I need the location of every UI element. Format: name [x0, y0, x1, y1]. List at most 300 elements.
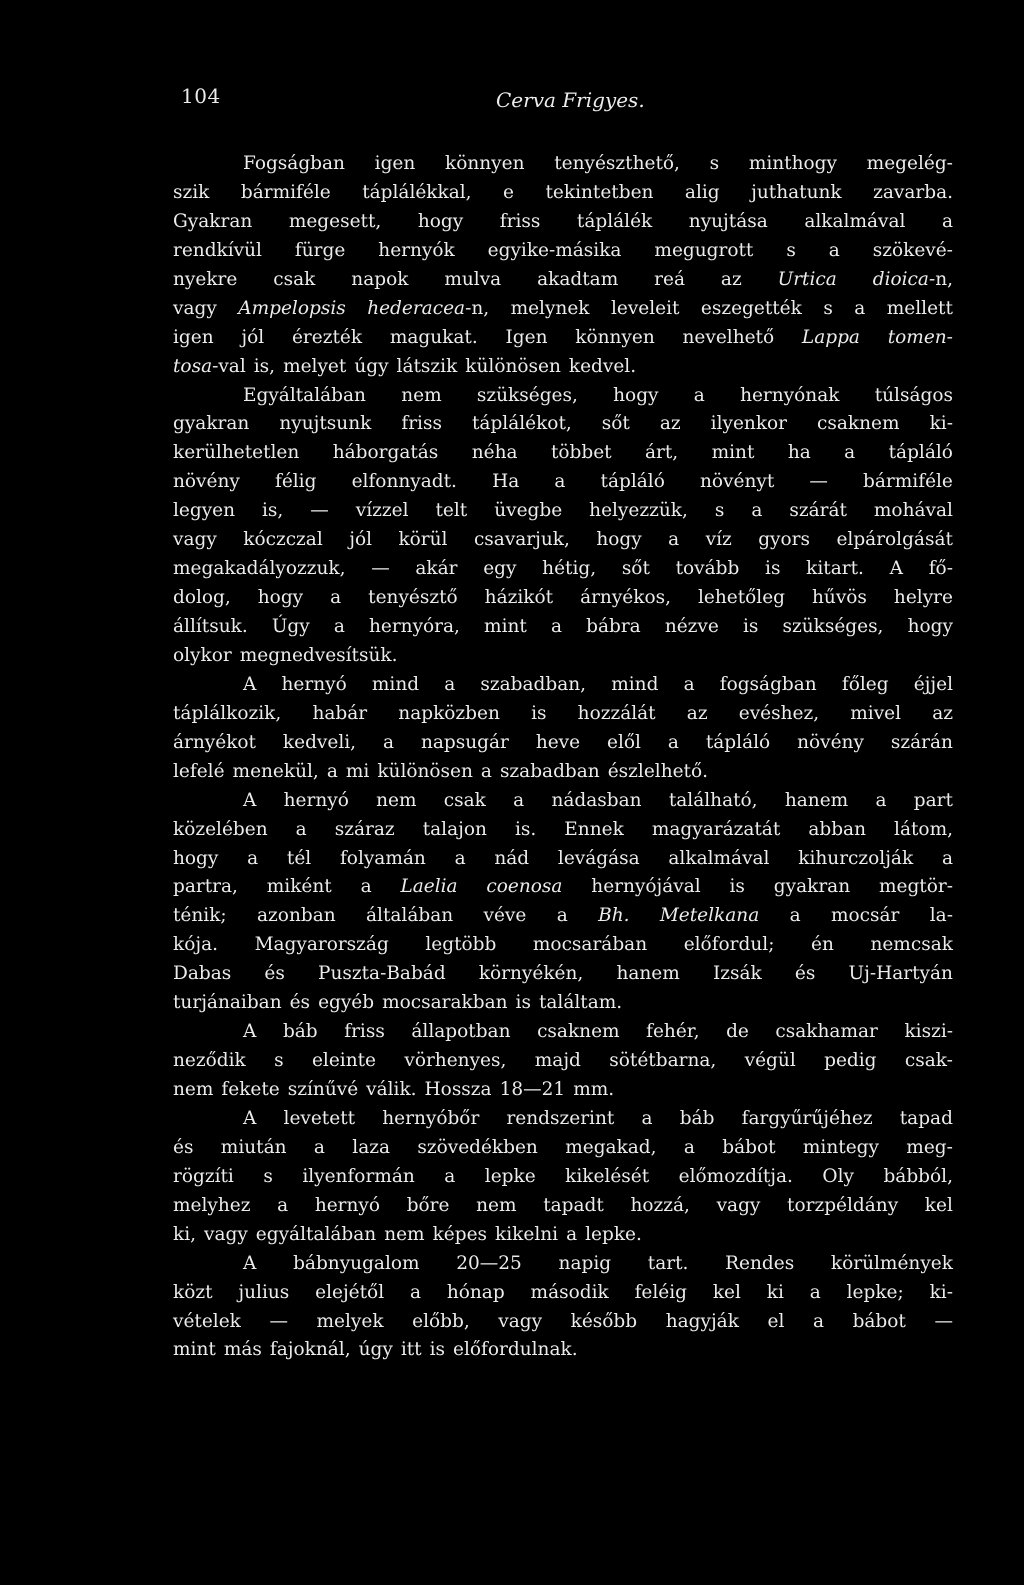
body-text	[173, 150, 953, 1365]
word: a	[247, 847, 259, 869]
word: mocsár	[830, 905, 900, 927]
word: bármiféle	[863, 471, 953, 493]
word: kedveli,	[282, 731, 357, 753]
word: nyujtsunk	[279, 413, 372, 435]
italic-term: hederacea	[367, 297, 466, 319]
word: elől	[607, 731, 641, 753]
word: Rendes	[725, 1252, 795, 1274]
word: fürge	[294, 239, 346, 261]
word: kikelését	[565, 1165, 650, 1187]
word: tápláló	[600, 471, 665, 493]
word: fekete	[221, 1079, 280, 1100]
word: ha	[787, 442, 811, 464]
word: tart.	[647, 1252, 689, 1274]
word: megugrott	[654, 239, 754, 261]
word: növény	[173, 471, 240, 493]
text-line	[173, 295, 953, 324]
word: elpárolgását	[836, 529, 953, 551]
word: előbb,	[412, 1310, 470, 1332]
word: la-	[929, 905, 953, 927]
text-line	[173, 555, 953, 584]
word: száraz	[334, 818, 395, 840]
word: csaknem	[537, 1021, 620, 1043]
word: ki-	[929, 1281, 953, 1303]
word: a	[751, 500, 763, 522]
word: fő-	[928, 558, 953, 580]
word: laza	[352, 1136, 391, 1158]
italic-term: Urtica	[777, 268, 837, 290]
word: és	[264, 963, 285, 985]
text-line	[173, 1047, 953, 1076]
word: s	[709, 153, 720, 174]
word: báb	[679, 1107, 715, 1129]
word: szik	[173, 181, 210, 203]
word: kóczczal	[243, 529, 323, 551]
word: árnyékos,	[580, 587, 671, 609]
word: olykor	[173, 644, 232, 666]
word: háborgatás	[332, 442, 439, 464]
text-line	[173, 1336, 953, 1365]
word: alkalmával	[804, 210, 906, 232]
word: a	[295, 818, 307, 840]
word: mind	[611, 673, 659, 695]
word: bábot	[852, 1310, 906, 1332]
word: a	[550, 616, 562, 637]
word: második	[530, 1281, 609, 1303]
word: szövedékben	[417, 1136, 538, 1158]
word: csaknem	[817, 413, 900, 435]
word: is	[742, 616, 759, 637]
word: tapad	[899, 1107, 953, 1129]
word: mocsarában	[532, 934, 648, 956]
word: előmozdítja.	[678, 1165, 793, 1187]
word: miként	[266, 876, 332, 898]
word: az	[686, 702, 708, 724]
word: csak	[273, 268, 316, 290]
text-line	[173, 468, 953, 497]
word: egyáltalában	[255, 1223, 377, 1245]
word: az	[659, 413, 681, 435]
word: könnyen	[445, 153, 525, 174]
text-line	[173, 526, 953, 555]
text-line	[173, 237, 953, 266]
word: 20—25	[456, 1252, 522, 1274]
word: közt	[173, 1281, 213, 1303]
word: fajoknál,	[269, 1339, 351, 1361]
text-line	[173, 1279, 953, 1308]
text-line	[173, 758, 953, 787]
word: levetett	[283, 1107, 356, 1129]
word: legyen	[173, 500, 236, 522]
word: állapotban	[411, 1021, 511, 1043]
word: Oly	[822, 1165, 854, 1187]
word: mind	[371, 673, 420, 695]
word: a	[812, 1310, 824, 1332]
word: szükséges,	[476, 384, 578, 406]
word: hernyójával	[591, 876, 701, 898]
word: vörhenyes,	[404, 1050, 507, 1072]
word: mint	[711, 442, 755, 464]
word: friss	[401, 413, 442, 435]
word: —	[371, 558, 390, 580]
word: más	[223, 1339, 262, 1361]
word: elfonnyadt.	[351, 471, 457, 493]
text-line	[173, 816, 953, 845]
word: is	[729, 876, 745, 898]
word: legtöbb	[425, 934, 497, 956]
word: körülmények	[830, 1252, 953, 1274]
word: alig	[684, 181, 720, 203]
text-line	[173, 266, 953, 295]
italic-term: tosa	[173, 355, 213, 377]
word: éjjel	[913, 673, 953, 695]
text-line	[173, 208, 953, 237]
word: a	[941, 210, 953, 232]
italic-term: Bh.	[598, 905, 630, 927]
running-head: Cerva Frigyes.	[496, 88, 645, 112]
word: csavarjuk,	[473, 529, 570, 551]
word	[598, 902, 629, 931]
word: mellett	[886, 297, 953, 319]
word: helyre	[893, 587, 953, 609]
italic-term: Ampelopsis	[238, 297, 346, 319]
word: a	[789, 905, 801, 927]
word: vagy	[498, 1310, 543, 1332]
word: táplálék	[576, 210, 653, 232]
word: a	[277, 1194, 289, 1216]
word: képes	[432, 1223, 488, 1245]
word: szökevé-	[872, 239, 953, 261]
word: a	[828, 239, 840, 261]
word: nádasban	[551, 789, 642, 811]
word: a	[409, 1281, 421, 1303]
word: a	[454, 847, 466, 869]
word: —	[934, 1310, 953, 1332]
word: túlságos	[874, 384, 953, 406]
word: úgy	[358, 1339, 393, 1361]
word: hozzá,	[630, 1194, 690, 1216]
text-line	[173, 1134, 953, 1163]
word: hernyók	[378, 239, 455, 261]
text-line	[173, 179, 953, 208]
word: a	[809, 1281, 821, 1303]
word: tenyészthető,	[554, 153, 680, 174]
word: néha	[471, 442, 518, 464]
word: a	[693, 384, 705, 406]
word: Izsák	[712, 963, 762, 985]
word: kel	[712, 1281, 741, 1303]
word: megelég-	[866, 153, 953, 174]
word: —	[310, 500, 329, 522]
italic-term: Lappa	[801, 326, 860, 348]
word: állítsuk.	[173, 616, 248, 637]
word: kedvel.	[568, 355, 637, 377]
word: csakhamar	[775, 1021, 878, 1043]
word: hogy	[257, 587, 304, 609]
word: 18—21	[499, 1079, 566, 1100]
word: hónap	[446, 1281, 505, 1303]
text-line	[173, 324, 953, 353]
word: igen	[374, 153, 416, 174]
word: látszik	[396, 355, 458, 377]
word: általában	[366, 905, 454, 927]
word: mm.	[573, 1079, 615, 1100]
word: és	[173, 1136, 194, 1158]
word	[778, 266, 837, 295]
word: félig	[274, 471, 317, 493]
word: a	[444, 1165, 456, 1187]
word: de	[726, 1021, 749, 1043]
text-line	[173, 1308, 953, 1337]
word: egyike-másika	[487, 239, 622, 261]
word: hogy	[417, 210, 464, 232]
word: sőt	[621, 558, 650, 580]
word: különösen	[465, 355, 561, 377]
word: is	[531, 702, 547, 724]
word: mocsarakban	[382, 992, 508, 1014]
word: kiszi-	[904, 1021, 953, 1043]
word: —	[269, 1310, 288, 1332]
word: egyéb	[318, 992, 375, 1014]
word: A	[243, 1107, 257, 1129]
word: itt	[400, 1339, 422, 1361]
word: lepke	[484, 1165, 536, 1187]
word: fogságban	[719, 673, 817, 695]
word: el	[767, 1310, 785, 1332]
word: a	[554, 471, 566, 493]
text-line	[173, 1250, 953, 1279]
word: szabadban	[499, 760, 600, 782]
word: könnyen	[575, 326, 655, 348]
word: minthogy	[748, 153, 837, 174]
word: a	[513, 789, 525, 811]
word: melyhez	[173, 1194, 251, 1216]
word: s	[714, 500, 725, 522]
word: kitart.	[806, 558, 864, 580]
word: lehetőleg	[697, 587, 785, 609]
word: nemcsak	[870, 934, 953, 956]
word: ilyenformán	[302, 1165, 415, 1187]
word: a	[313, 1136, 325, 1158]
word: növényt	[700, 471, 775, 493]
text-line	[173, 410, 953, 439]
word: jól	[349, 529, 372, 551]
word: víz	[705, 529, 732, 551]
word	[486, 873, 562, 902]
word: friss	[499, 210, 541, 232]
text-line	[173, 1192, 953, 1221]
word: hogy	[907, 616, 953, 637]
word: előfordulnak.	[453, 1339, 578, 1361]
word: melynek	[510, 297, 590, 319]
word: fehér,	[646, 1021, 700, 1043]
word: mi	[345, 760, 370, 782]
text-line	[173, 902, 953, 931]
word: a	[668, 529, 680, 551]
word: később	[570, 1310, 638, 1332]
word: körül	[398, 529, 448, 551]
word: növény	[797, 731, 864, 753]
word: lepke.	[585, 1223, 642, 1245]
word: napig	[558, 1252, 612, 1274]
word: melyet	[283, 355, 347, 377]
word: megakadályozzuk,	[173, 558, 346, 580]
text-line	[173, 671, 953, 700]
word: főleg	[841, 673, 889, 695]
word: torzpéldány	[787, 1194, 899, 1216]
word: a	[326, 760, 338, 782]
word: telt	[435, 500, 468, 522]
word: s	[263, 1165, 273, 1187]
word: a	[360, 876, 372, 898]
word: gyakran	[173, 413, 250, 435]
word: a	[566, 1223, 578, 1245]
word: s	[786, 239, 796, 261]
word: A	[243, 673, 257, 695]
word: part	[913, 789, 953, 811]
text-line	[173, 931, 953, 960]
word: eleinte	[311, 1050, 376, 1072]
word: a	[683, 673, 695, 695]
word: tekintetben	[545, 181, 654, 203]
word: leveleit	[610, 297, 680, 319]
word: tenyésztő	[368, 587, 458, 609]
word: színűvé	[287, 1079, 359, 1100]
word: Magyarország	[254, 934, 389, 956]
word: miután	[220, 1136, 287, 1158]
word: A	[243, 789, 257, 811]
word: az	[720, 268, 742, 290]
word: talajon	[422, 818, 487, 840]
word: hernyóra,	[368, 616, 460, 637]
word: szabadban,	[480, 673, 587, 695]
word: nem	[476, 1194, 517, 1216]
word: én	[811, 934, 834, 956]
word: közelében	[173, 818, 268, 840]
word: hanem	[784, 789, 849, 811]
word: alkalmával	[668, 847, 770, 869]
word: hozzálát	[577, 702, 656, 724]
word: mint	[173, 1339, 216, 1361]
word: megesett,	[288, 210, 382, 232]
word: s	[823, 297, 833, 319]
word: neződik	[173, 1050, 246, 1072]
word: nyekre	[173, 268, 238, 290]
word: dioica-n,	[872, 268, 953, 290]
word: akadtam	[537, 268, 619, 290]
word: mintegy	[802, 1136, 879, 1158]
text-line	[173, 1163, 953, 1192]
word: hernyó	[281, 673, 347, 695]
word: is.	[514, 818, 537, 840]
word: szárán	[890, 731, 953, 753]
word: julius	[238, 1281, 290, 1303]
word: az	[932, 702, 953, 724]
word: mulva	[444, 268, 502, 290]
word: mint	[484, 616, 527, 637]
word: is,	[262, 500, 284, 522]
word: bábból,	[883, 1165, 953, 1187]
word: tosa-val	[173, 355, 246, 377]
word: igen	[173, 326, 214, 348]
word	[802, 324, 860, 353]
word: A	[243, 1021, 257, 1043]
word: hernyónak	[740, 384, 840, 406]
word: rögzíti	[173, 1165, 234, 1187]
page-number: 104	[181, 84, 221, 108]
word: és	[794, 963, 816, 985]
word: hűvös	[812, 587, 867, 609]
word: a	[854, 297, 866, 319]
text-line	[173, 150, 953, 179]
italic-term: Laelia	[400, 876, 458, 898]
word: jól	[241, 326, 265, 348]
word: nád	[494, 847, 530, 869]
word: partra,	[173, 876, 238, 898]
word: a	[382, 731, 395, 753]
word: nyujtása	[688, 210, 768, 232]
word: hanem	[616, 963, 680, 985]
word	[238, 295, 346, 324]
word: rendkívül	[173, 239, 262, 261]
word: azonban	[257, 905, 336, 927]
word: e	[503, 181, 514, 203]
word: véve	[483, 905, 527, 927]
word: a	[941, 847, 953, 869]
word: környékén,	[478, 963, 584, 985]
word: vagy	[716, 1194, 761, 1216]
word: is,	[253, 355, 276, 377]
word: táplálékot,	[471, 413, 572, 435]
word: is	[429, 1339, 446, 1361]
word: ilyenkor	[710, 413, 788, 435]
word: a	[333, 616, 345, 637]
word: ki	[766, 1281, 784, 1303]
italic-term: dioica	[872, 268, 929, 290]
word: Gyakran	[173, 210, 253, 232]
word: Fogságban	[243, 153, 345, 174]
word: turjánaiban	[173, 992, 282, 1014]
word: tél	[286, 847, 312, 869]
word: előfordul;	[683, 934, 775, 956]
word: tovább	[675, 558, 740, 580]
word: hogy	[596, 529, 642, 551]
text-line	[173, 960, 953, 989]
word: elejétől	[315, 1281, 385, 1303]
word: is	[765, 558, 781, 580]
word: napok	[351, 268, 409, 290]
word: egy	[483, 558, 517, 580]
word: meg-	[906, 1136, 953, 1158]
word: sötétbarna,	[609, 1050, 717, 1072]
text-line	[173, 845, 953, 874]
text-line	[173, 642, 953, 671]
word: pedig	[824, 1050, 877, 1072]
word: tapadt	[543, 1194, 604, 1216]
word: Puszta-Babád	[318, 963, 446, 985]
word: hernyóbőr	[382, 1107, 480, 1129]
word: a	[683, 1136, 695, 1158]
word: többet	[550, 442, 612, 464]
word: mivel	[850, 702, 902, 724]
text-line	[173, 1076, 953, 1105]
word: Ennek	[564, 818, 624, 840]
word: árt,	[644, 442, 679, 464]
word: A	[889, 558, 903, 580]
word: megtör-	[878, 876, 953, 898]
text-line	[173, 787, 953, 816]
word: eszegették	[700, 297, 802, 319]
